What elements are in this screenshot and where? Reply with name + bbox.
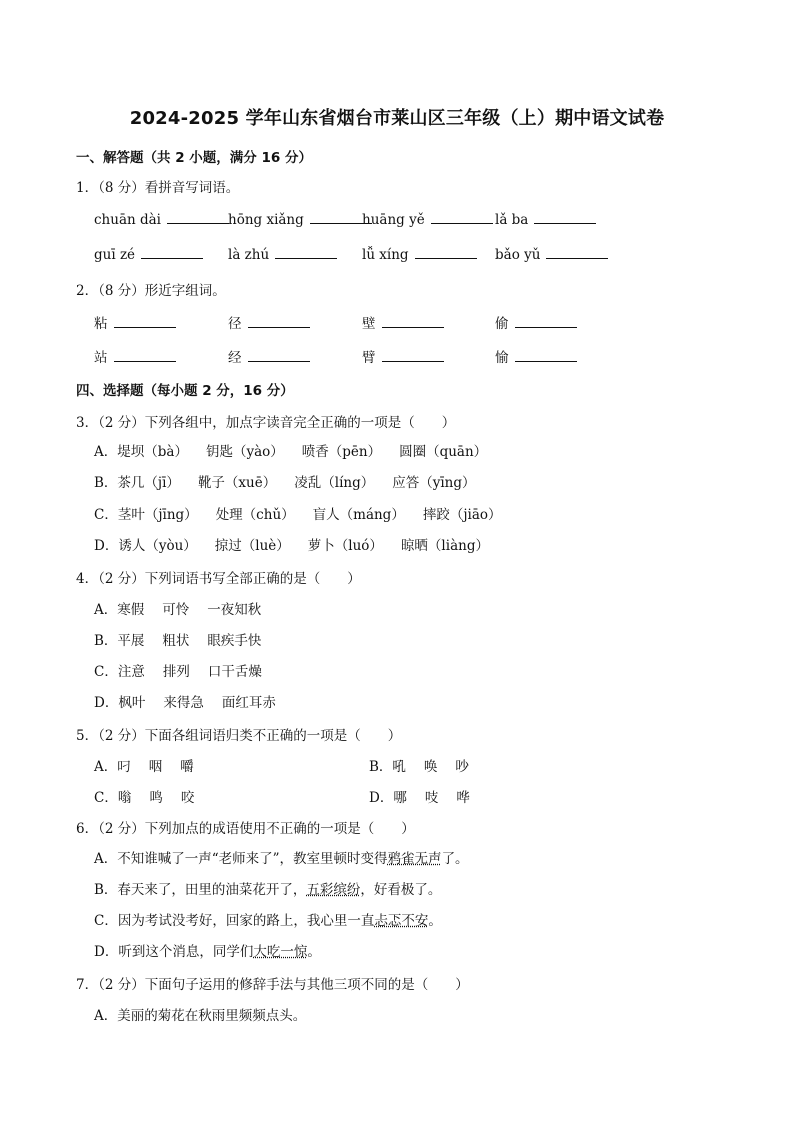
answer-blank[interactable] [114, 348, 176, 362]
pinyin-item: lǎ ba [495, 210, 596, 228]
pinyin-item: chuān dài [94, 210, 229, 228]
char-item: 偷 [495, 312, 577, 332]
question-5-stem: 5．（2 分）下面各组词语归类不正确的一项是（ ） [76, 728, 402, 744]
section-heading-1: 一、解答题（共 2 小题，满分 16 分） [76, 150, 312, 166]
option-d[interactable]: D．哪 吱 哗 [369, 790, 470, 806]
question-4-stem: 4．（2 分）下列词语书写全部正确的是（ ） [76, 571, 361, 587]
answer-blank[interactable] [515, 348, 577, 362]
char-item: 经 [228, 346, 310, 366]
answer-blank[interactable] [546, 245, 608, 259]
answer-blank[interactable] [167, 210, 229, 224]
question-1-stem: 1．（8 分）看拼音写词语。 [76, 180, 240, 196]
answer-blank[interactable] [248, 348, 310, 362]
dotted-idiom: 忐忑不安 [374, 913, 429, 929]
char-item: 站 [94, 346, 176, 366]
pinyin-item: hōng xiǎng [228, 210, 372, 228]
option-d[interactable]: D．诱人（yòu） 掠过（luè） 萝卜（luó） 晾晒（liàng） [94, 538, 489, 554]
char-item: 壁 [362, 312, 444, 332]
section-heading-4: 四、选择题（每小题 2 分，16 分） [76, 383, 294, 399]
answer-blank[interactable] [515, 314, 577, 328]
option-a[interactable]: A．堤坝（bà） 钥匙（yào） 喷香（pēn） 圆圈（quān） [94, 444, 488, 460]
pinyin-item: lǚ xíng [362, 245, 477, 263]
char-item: 臂 [362, 346, 444, 366]
option-c[interactable]: C．因为考试没考好，回家的路上，我心里一直忐忑不安。 [94, 913, 442, 929]
option-b[interactable]: B．茶几（jī） 靴子（xuē） 凌乱（líng） 应答（yīng） [94, 475, 476, 491]
option-d[interactable]: D．枫叶 来得急 面红耳赤 [94, 695, 276, 711]
answer-blank[interactable] [431, 210, 493, 224]
char-item: 愉 [495, 346, 577, 366]
pinyin-item: là zhú [228, 245, 337, 263]
option-a[interactable]: A．美丽的菊花在秋雨里频频点头。 [94, 1008, 307, 1024]
pinyin-item: guī zé [94, 245, 203, 263]
dotted-idiom: 五彩缤纷 [306, 882, 361, 898]
option-c[interactable]: C．嗡 鸣 咬 [94, 790, 195, 806]
answer-blank[interactable] [534, 210, 596, 224]
answer-blank[interactable] [114, 314, 176, 328]
option-a[interactable]: A．不知谁喊了一声“老师来了”，教室里顿时变得鸦雀无声了。 [94, 851, 469, 867]
answer-blank[interactable] [415, 245, 477, 259]
option-c[interactable]: C．注意 排列 口干舌燥 [94, 664, 262, 680]
option-d[interactable]: D．听到这个消息，同学们大吃一惊。 [94, 944, 321, 960]
question-3-stem: 3．（2 分）下列各组中，加点字读音完全正确的一项是（ ） [76, 415, 456, 431]
pinyin-item: huāng yě [362, 210, 493, 228]
option-a[interactable]: A．叼 咽 嚼 [94, 759, 194, 775]
answer-blank[interactable] [382, 348, 444, 362]
pinyin-item: bǎo yǔ [495, 245, 608, 263]
option-b[interactable]: B．吼 唤 吵 [369, 759, 469, 775]
answer-blank[interactable] [382, 314, 444, 328]
question-6-stem: 6．（2 分）下列加点的成语使用不正确的一项是（ ） [76, 821, 415, 837]
char-item: 粘 [94, 312, 176, 332]
question-2-stem: 2．（8 分）形近字组词。 [76, 283, 226, 299]
option-b[interactable]: B．春天来了，田里的油菜花开了，五彩缤纷，好看极了。 [94, 882, 442, 898]
dotted-idiom: 鸦雀无声 [387, 851, 442, 867]
option-b[interactable]: B．平展 粗状 眼疾手快 [94, 633, 262, 649]
answer-blank[interactable] [275, 245, 337, 259]
answer-blank[interactable] [248, 314, 310, 328]
char-item: 径 [228, 312, 310, 332]
option-c[interactable]: C．茎叶（jīng） 处理（chǔ） 盲人（máng） 摔跤（jiāo） [94, 507, 502, 523]
question-7-stem: 7．（2 分）下面句子运用的修辞手法与其他三项不同的是（ ） [76, 977, 469, 993]
answer-blank[interactable] [141, 245, 203, 259]
page-title: 2024-2025 学年山东省烟台市莱山区三年级（上）期中语文试卷 [129, 108, 665, 129]
option-a[interactable]: A．寒假 可怜 一夜知秋 [94, 602, 262, 618]
dotted-idiom: 大吃一惊 [253, 944, 308, 960]
